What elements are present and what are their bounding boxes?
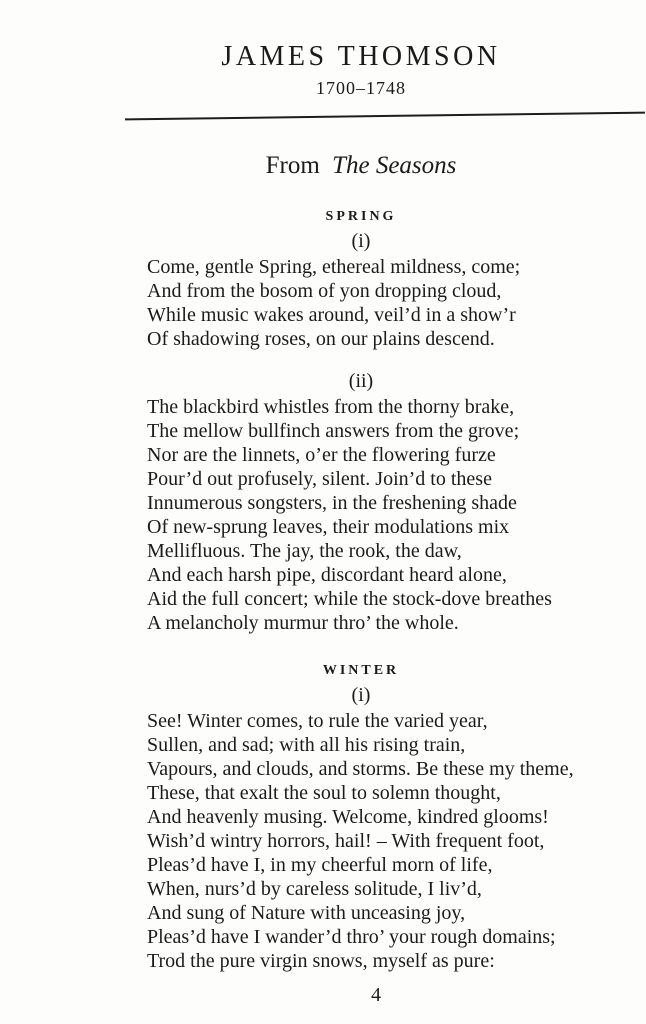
stanza-number: (i)	[351, 684, 371, 706]
poet-name: JAMES THOMSON	[221, 41, 501, 72]
poem-line: A melancholy murmur thro’ the whole.	[147, 612, 459, 634]
page-number: 4	[371, 984, 381, 1006]
poem-line: The blackbird whistles from the thorny brake,	[147, 396, 515, 418]
poem-line: Pleas’d have I, in my cheerful morn of life,	[147, 854, 493, 876]
poem-line: Of new-sprung leaves, their modulations mix	[147, 516, 510, 538]
work-title-prefix: From	[265, 152, 320, 179]
header-rule	[125, 112, 645, 121]
section-spring	[147, 208, 575, 635]
stanza-spring-2	[147, 369, 575, 635]
poem-line: While music wakes around, veil’d in a show’r	[147, 304, 516, 326]
stanza-lines	[147, 255, 575, 351]
poem-line: Pour’d out profusely, silent. Join’d to these	[147, 468, 492, 490]
poem-line: Come, gentle Spring, ethereal mildness, come;	[147, 256, 521, 278]
poem-line: Innumerous songsters, in the freshening shade	[147, 492, 517, 514]
poem-line: These, that exalt the soul to solemn thought,	[147, 782, 501, 804]
poem-line: Nor are the linnets, o’er the flowering furze	[147, 444, 496, 466]
section-winter	[147, 662, 575, 973]
poem-line: Trod the pure virgin snows, myself as pure:	[147, 950, 495, 972]
stanza-number: (i)	[351, 230, 371, 252]
poem-line: The mellow bullfinch answers from the grove;	[147, 420, 520, 442]
poem-line: And heavenly musing. Welcome, kindred glooms!	[147, 806, 549, 828]
section-title-spring: SPRING	[325, 209, 397, 224]
stanza-winter-1	[147, 683, 575, 973]
stanza-lines	[147, 709, 575, 973]
poem-line: Wish’d wintry horrors, hail! – With frequent foot,	[147, 830, 545, 852]
section-title-winter: WINTER	[322, 663, 400, 678]
work-title-name: The Seasons	[332, 152, 457, 179]
poem-line: Vapours, and clouds, and storms. Be these my theme,	[147, 758, 574, 780]
stanza-lines	[147, 395, 575, 635]
poem-line: See! Winter comes, to rule the varied year,	[147, 710, 488, 732]
poet-dates: 1700–1748	[316, 78, 406, 98]
poem-line: Of shadowing roses, on our plains descend.	[147, 328, 495, 350]
poem-line: Mellifluous. The jay, the rook, the daw,	[147, 540, 462, 562]
page-content	[147, 40, 575, 1007]
poem-line: And from the bosom of yon dropping cloud,	[147, 280, 502, 302]
poem-line: Sullen, and sad; with all his rising train,	[147, 734, 466, 756]
stanza-spring-1	[147, 229, 575, 351]
poem-line: And sung of Nature with unceasing joy,	[147, 902, 466, 924]
poem-line: When, nurs’d by careless solitude, I liv’d,	[147, 878, 482, 900]
poem-line: Pleas’d have I wander’d thro’ your rough domains;	[147, 926, 556, 948]
work-title	[147, 151, 575, 181]
stanza-number: (ii)	[348, 370, 374, 392]
poem-line: And each harsh pipe, discordant heard alone,	[147, 564, 507, 586]
poet-header	[147, 40, 575, 117]
poem-line: Aid the full concert; while the stock-dove breathes	[147, 588, 552, 610]
